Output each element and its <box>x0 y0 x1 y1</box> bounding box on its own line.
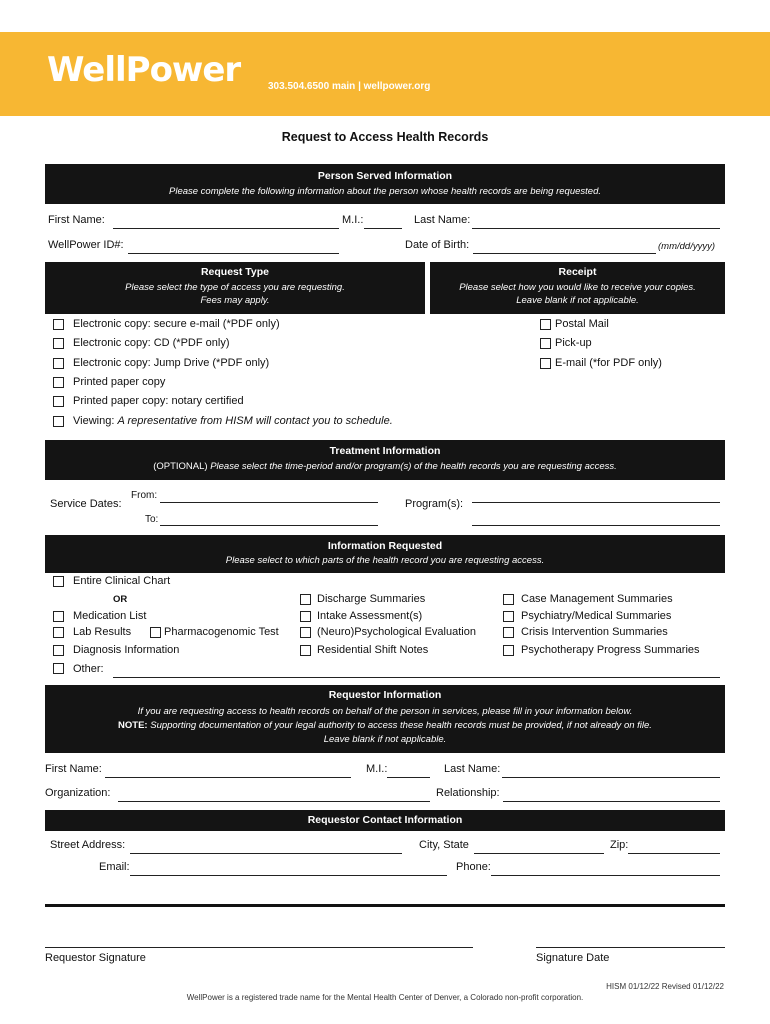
option-neuro: (Neuro)Psychological Evaluation <box>317 626 476 638</box>
option-viewing-note: A representative from HISM will contact you to schedule. <box>117 415 393 427</box>
mi-label: M.I.: <box>342 214 364 226</box>
person-served-heading: Person Served Information <box>317 170 453 182</box>
checkbox-pickup[interactable] <box>540 338 551 349</box>
programs-field-2[interactable] <box>472 525 720 526</box>
dob-format: (mm/dd/yyyy) <box>658 241 715 252</box>
requestor-header <box>45 685 725 753</box>
requestor-last-name-label: Last Name: <box>444 763 501 775</box>
option-lab: Lab Results <box>73 626 132 638</box>
wellpower-logo: WellPower <box>47 50 241 90</box>
option-paper-copy: Printed paper copy <box>73 376 166 388</box>
other-field[interactable] <box>113 677 720 678</box>
treatment-optional: (OPTIONAL) <box>153 461 208 472</box>
receipt-header <box>430 262 725 314</box>
option-notary: Printed paper copy: notary certified <box>73 395 244 407</box>
first-name-field[interactable] <box>113 228 339 229</box>
from-label: From: <box>131 490 158 501</box>
checkbox-cd[interactable] <box>53 338 64 349</box>
checkbox-secure-email[interactable] <box>53 319 64 330</box>
wellpower-id-field[interactable] <box>128 253 339 254</box>
option-pharmaco: Pharmacogenomic Test <box>164 626 279 638</box>
receipt-subtitle-2: Leave blank if not applicable. <box>516 295 639 306</box>
zip-field[interactable] <box>628 853 720 854</box>
receipt-heading: Receipt <box>558 266 597 278</box>
option-cd: Electronic copy: CD (*PDF only) <box>73 337 230 349</box>
checkbox-receipt-email[interactable] <box>540 358 551 369</box>
treatment-subtitle: Please select the time-period and/or program(s) of the health records you are requesting access. <box>210 461 617 472</box>
checkbox-notary[interactable] <box>53 396 64 407</box>
checkbox-other[interactable] <box>53 663 64 674</box>
organization-field[interactable] <box>118 801 430 802</box>
dob-label: Date of Birth: <box>405 239 470 251</box>
to-label: To: <box>145 514 159 525</box>
option-case-mgmt: Case Management Summaries <box>521 593 673 605</box>
trademark-notice: WellPower is a registered trade name for the Mental Health Center of Denver, a Colorado non-profit corporation. <box>186 993 584 1002</box>
street-label: Street Address: <box>50 839 126 851</box>
service-dates-label: Service Dates: <box>50 498 122 510</box>
contact-heading: Requestor Contact Information <box>307 814 463 826</box>
option-postal-mail: Postal Mail <box>555 318 609 330</box>
requestor-mi-field[interactable] <box>387 777 430 778</box>
checkbox-psychotherapy[interactable] <box>503 645 514 656</box>
requestor-mi-label: M.I.: <box>366 763 388 775</box>
signature-label: Requestor Signature <box>45 952 146 964</box>
person-served-subtitle: Please complete the following information about the person whose health records are being requested. <box>169 186 601 197</box>
request-type-subtitle-1: Please select the type of access you are requesting. <box>125 282 345 293</box>
requestor-line-3: Leave blank if not applicable. <box>323 734 447 745</box>
checkbox-crisis[interactable] <box>503 627 514 638</box>
requestor-line-1: If you are requesting access to health records on behalf of the person in services, please fill in your information below. <box>137 706 633 717</box>
option-entire-chart: Entire Clinical Chart <box>73 575 171 587</box>
checkbox-paper-copy[interactable] <box>53 377 64 388</box>
page-title: Request to Access Health Records <box>281 130 489 144</box>
option-residential: Residential Shift Notes <box>317 644 429 656</box>
requestor-line-2: Supporting documentation of your legal authority to access these health records must be provided, if not already on file. <box>150 720 652 731</box>
person-served-header <box>45 164 725 204</box>
checkbox-case-mgmt[interactable] <box>503 594 514 605</box>
city-state-field[interactable] <box>474 853 604 854</box>
checkbox-postal-mail[interactable] <box>540 319 551 330</box>
checkbox-lab[interactable] <box>53 627 64 638</box>
relationship-field[interactable] <box>503 801 720 802</box>
treatment-heading: Treatment Information <box>329 445 441 457</box>
requestor-note-label: NOTE: <box>118 720 148 731</box>
request-type-header <box>45 262 425 314</box>
receipt-subtitle-1: Please select how you would like to receive your copies. <box>459 282 696 293</box>
checkbox-jump-drive[interactable] <box>53 358 64 369</box>
option-pickup: Pick-up <box>555 337 592 349</box>
checkbox-intake[interactable] <box>300 611 311 622</box>
programs-field-1[interactable] <box>472 502 720 503</box>
checkbox-psychiatry[interactable] <box>503 611 514 622</box>
option-other: Other: <box>73 663 104 675</box>
requestor-heading: Requestor Information <box>328 689 442 701</box>
programs-label: Program(s): <box>405 498 464 510</box>
option-crisis: Crisis Intervention Summaries <box>521 626 668 638</box>
option-psychiatry: Psychiatry/Medical Summaries <box>521 610 672 622</box>
last-name-field[interactable] <box>472 228 720 229</box>
option-jump-drive: Electronic copy: Jump Drive (*PDF only) <box>73 357 270 369</box>
option-viewing-label: Viewing: <box>73 415 115 427</box>
checkbox-neuro[interactable] <box>300 627 311 638</box>
requestor-first-name-field[interactable] <box>105 777 351 778</box>
option-viewing <box>73 415 393 427</box>
organization-label: Organization: <box>45 787 111 799</box>
relationship-label: Relationship: <box>436 787 500 799</box>
phone-field[interactable] <box>491 875 720 876</box>
treatment-header <box>45 440 725 480</box>
option-diagnosis: Diagnosis Information <box>73 644 180 656</box>
email-field[interactable] <box>130 875 447 876</box>
option-intake: Intake Assessment(s) <box>317 610 423 622</box>
checkbox-medication[interactable] <box>53 611 64 622</box>
dob-field[interactable] <box>473 253 656 254</box>
street-field[interactable] <box>130 853 402 854</box>
option-psychotherapy: Psychotherapy Progress Summaries <box>521 644 700 656</box>
requestor-last-name-field[interactable] <box>502 777 720 778</box>
requestor-first-name-label: First Name: <box>45 763 102 775</box>
info-requested-heading: Information Requested <box>327 540 443 552</box>
signature-date-label: Signature Date <box>536 952 610 964</box>
checkbox-viewing[interactable] <box>53 416 64 427</box>
checkbox-diagnosis[interactable] <box>53 645 64 656</box>
from-date-field[interactable] <box>160 502 378 503</box>
request-type-subtitle-2: Fees may apply. <box>200 295 270 306</box>
checkbox-pharmaco[interactable] <box>150 627 161 638</box>
last-name-label: Last Name: <box>414 214 471 226</box>
mi-field[interactable] <box>364 228 402 229</box>
info-requested-header <box>45 535 725 573</box>
wellpower-id-label: WellPower ID#: <box>48 239 124 251</box>
header-contact: 303.504.6500 main | wellpower.org <box>268 81 431 92</box>
checkbox-discharge[interactable] <box>300 594 311 605</box>
or-label: OR <box>113 594 128 605</box>
option-secure-email: Electronic copy: secure e-mail (*PDF only) <box>73 318 280 330</box>
phone-label: Phone: <box>456 861 491 873</box>
option-medication: Medication List <box>73 610 147 622</box>
first-name-label: First Name: <box>48 214 105 226</box>
section-divider <box>45 904 725 907</box>
to-date-field[interactable] <box>160 525 378 526</box>
form-code: HISM 01/12/22 Revised 01/12/22 <box>606 982 724 991</box>
city-state-label: City, State <box>419 839 469 851</box>
option-discharge: Discharge Summaries <box>317 593 426 605</box>
request-type-heading: Request Type <box>200 266 270 278</box>
signature-field[interactable] <box>45 947 473 948</box>
checkbox-residential[interactable] <box>300 645 311 656</box>
contact-header <box>45 810 725 831</box>
option-receipt-email: E-mail (*for PDF only) <box>555 357 662 369</box>
info-requested-subtitle: Please select to which parts of the health record you are requesting access. <box>225 555 545 566</box>
checkbox-entire-chart[interactable] <box>53 576 64 587</box>
email-label: Email: <box>99 861 130 873</box>
zip-label: Zip: <box>610 839 629 851</box>
signature-date-field[interactable] <box>536 947 725 948</box>
